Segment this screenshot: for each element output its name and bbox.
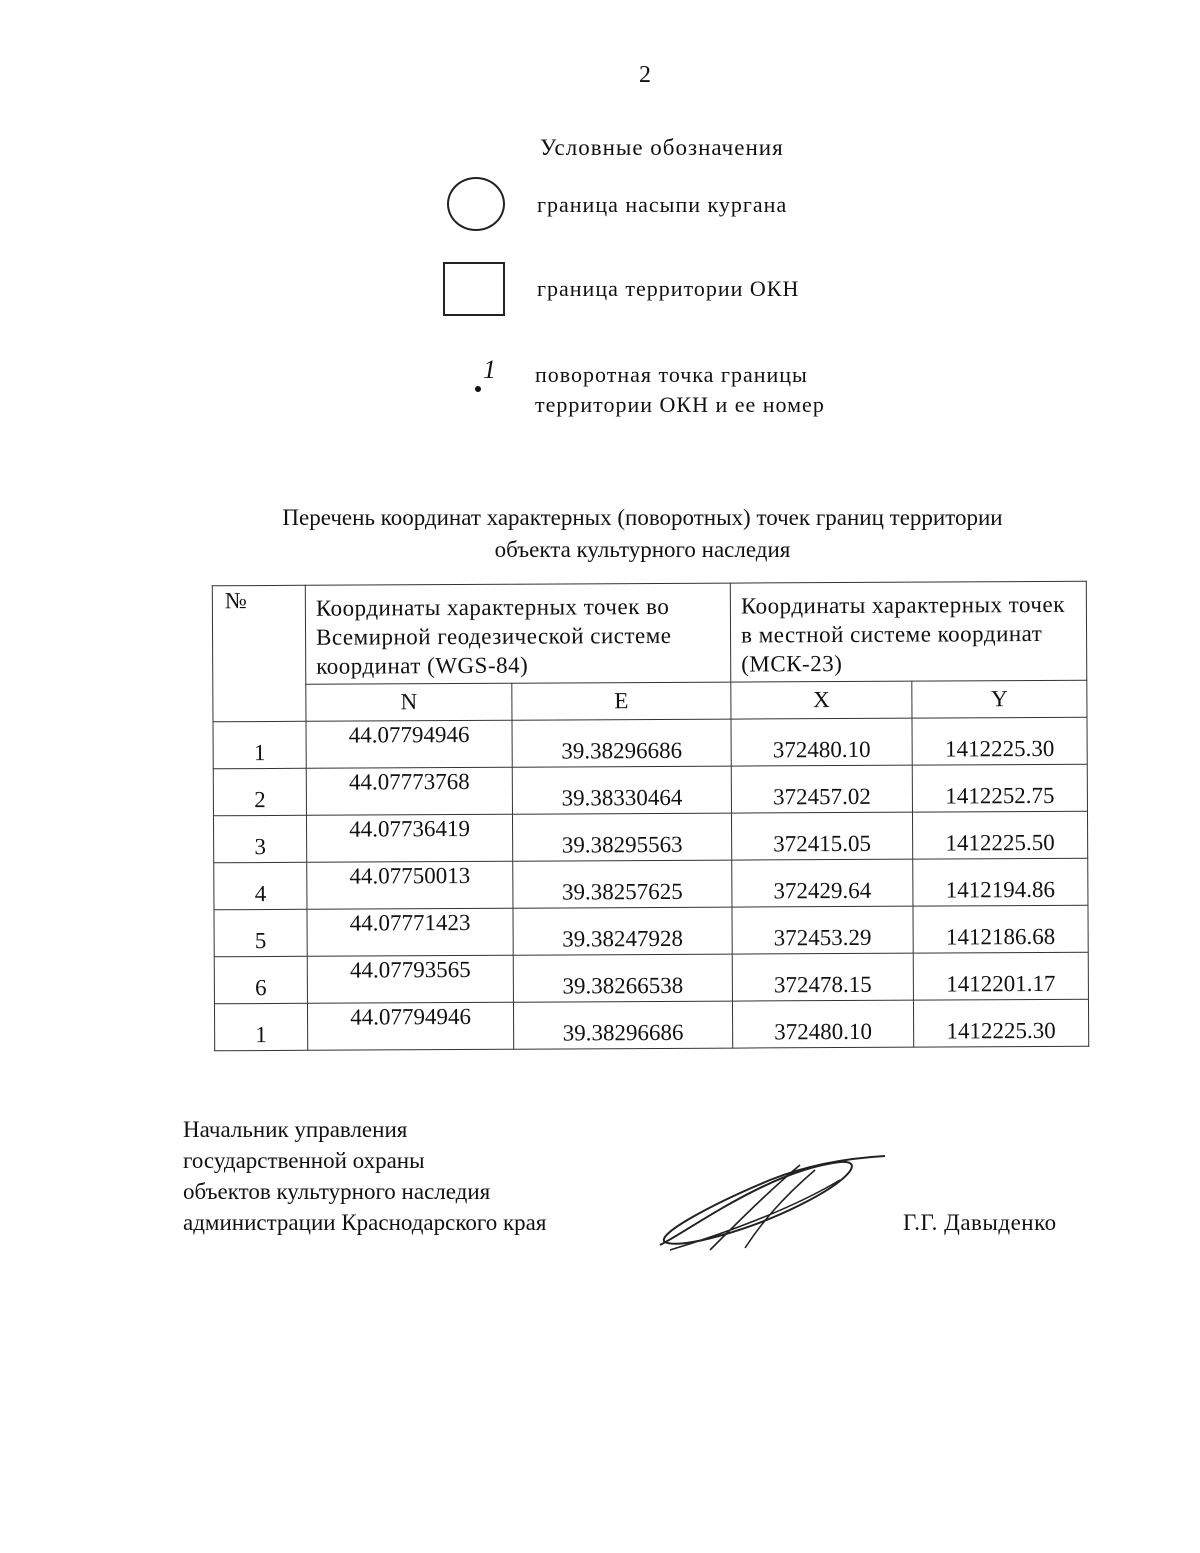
cell-y: 1412186.68 [913,905,1088,953]
column-header-e: E [512,682,731,720]
cell-y: 1412194.86 [913,858,1088,906]
table-heading-line-2: объекта культурного наследия [494,537,791,562]
page-number: 2 [639,62,651,88]
cell-number: 2 [213,768,306,815]
column-group-wgs84: Координаты характерных точек во Всемирной геодезической системе координат (WGS-84) [305,583,731,684]
cell-n: 44.07773768 [306,767,512,815]
legend-label-line-2: территории ОКН и ее номер [535,392,825,417]
table-row [213,717,1087,769]
circle-outline-icon [447,177,505,231]
cell-y: 1412225.50 [912,811,1087,859]
square-outline-icon [443,262,505,316]
column-header-x: X [731,681,912,719]
table-row [213,811,1087,863]
table-row [214,999,1088,1051]
table-row [214,858,1088,910]
table-row [213,764,1087,816]
signer-name: Г.Г. Давыденко [903,1210,1057,1235]
cell-e: 39.38296686 [513,1001,732,1049]
cell-y: 1412225.30 [913,999,1088,1047]
cell-number: 3 [213,815,306,862]
cell-e: 39.38296686 [512,719,731,767]
cell-number: 1 [213,721,306,768]
cell-number: 5 [214,909,307,956]
table-heading-line-1: Перечень координат характерных (поворотных) точек границ территории [282,505,1003,530]
cell-x: 372457.02 [731,765,912,813]
column-header-y: Y [912,680,1087,718]
point-dot-icon [475,386,481,392]
table-heading [200,502,1085,566]
cell-n: 44.07793565 [307,955,513,1003]
legend-label-territory-boundary: граница территории ОКН [537,276,800,301]
cell-x: 372480.10 [731,718,912,766]
legend-label-mound-boundary: граница насыпи кургана [537,192,788,217]
cell-y: 1412201.17 [913,952,1088,1000]
cell-x: 372453.29 [732,906,913,954]
column-header-number: № [212,585,306,721]
legend-title: Условные обозначения [540,135,784,160]
cell-y: 1412252.75 [912,764,1087,812]
cell-n: 44.07771423 [307,908,513,956]
cell-e: 39.38330464 [512,766,731,814]
signer-title [183,1114,546,1238]
cell-x: 372429.64 [732,859,913,907]
legend-label-turning-point [535,360,825,420]
table-row [214,905,1088,957]
cell-number: 4 [214,862,307,909]
cell-x: 372478.15 [732,953,913,1001]
cell-e: 39.38257625 [513,860,732,908]
table-row [214,952,1088,1004]
cell-e: 39.38266538 [513,954,732,1002]
cell-n: 44.07794946 [306,720,512,768]
cell-number: 1 [214,1003,307,1050]
handwritten-signature [650,1150,890,1260]
coordinates-table [212,581,1089,1052]
cell-number: 6 [214,956,307,1003]
cell-e: 39.38295563 [512,813,731,861]
signer-title-line-4: администрации Краснодарского края [183,1210,547,1235]
point-number-marker: 1 [483,355,496,384]
cell-x: 372415.05 [731,812,912,860]
cell-e: 39.38247928 [513,907,732,955]
cell-n: 44.07736419 [306,814,512,862]
cell-x: 372480.10 [732,1000,913,1048]
signer-title-line-2: государственной охраны [183,1148,425,1173]
legend-label-line-1: поворотная точка границы [535,362,808,387]
cell-y: 1412225.30 [912,717,1087,765]
cell-n: 44.07794946 [307,1002,513,1050]
column-group-msk23: Координаты характерных точек в местной системе координат (МСК-23) [730,581,1087,682]
signer-title-line-1: Начальник управления [183,1117,408,1142]
signer-title-line-3: объектов культурного наследия [183,1179,491,1204]
cell-n: 44.07750013 [307,861,513,909]
column-header-n: N [306,683,512,721]
